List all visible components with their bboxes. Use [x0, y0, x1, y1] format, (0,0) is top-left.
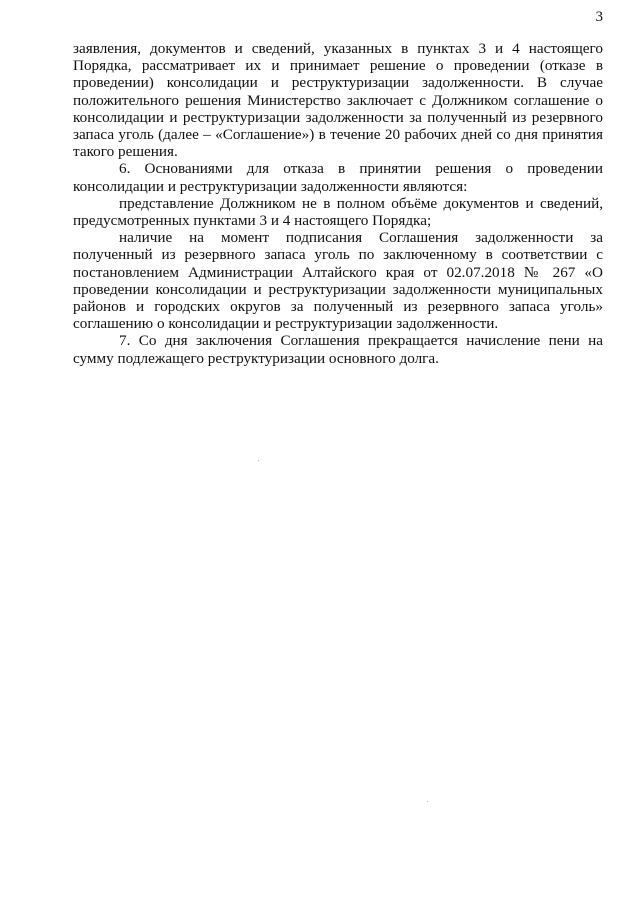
scan-speck: [258, 460, 259, 461]
paragraph-refusal-reason-2: наличие на момент подписания Соглашения задолженности за полученный из резервного запаса уголь по заключенному в соответствии с постановлением Администрации Алтайского края от 02.07.2018 № 267 «О проведении консолидации и реструктуризации задолженности муниципальных районов и городских округов за полученный из резервного запаса уголь» соглашению о консолидации и реструктуризации задолженности.: [73, 229, 603, 333]
paragraph-item-6: 6. Основаниями для отказа в принятии решения о проведении консолидации и реструктуризации задолженности являются:: [73, 160, 603, 195]
document-body: [73, 40, 603, 367]
page-number: 3: [595, 9, 603, 25]
paragraph-item-7: 7. Со дня заключения Соглашения прекращается начисление пени на сумму подлежащего реструктуризации основного долга.: [73, 332, 603, 367]
scan-speck: [427, 801, 428, 802]
paragraph-continuation: заявления, документов и сведений, указанных в пунктах 3 и 4 настоящего Порядка, рассматривает их и принимает решение о проведении (отказе в проведении) консолидации и реструктуризации задолженности. В случае положительного решения Министерство заключает с Должником соглашение о консолидации и реструктуризации задолженности за полученный из резервного запаса уголь (далее – «Соглашение») в течение 20 рабочих дней со дня принятия такого решения.: [73, 40, 603, 161]
paragraph-refusal-reason-1: представление Должником не в полном объёме документов и сведений, предусмотренных пунктами 3 и 4 настоящего Порядка;: [73, 194, 603, 230]
